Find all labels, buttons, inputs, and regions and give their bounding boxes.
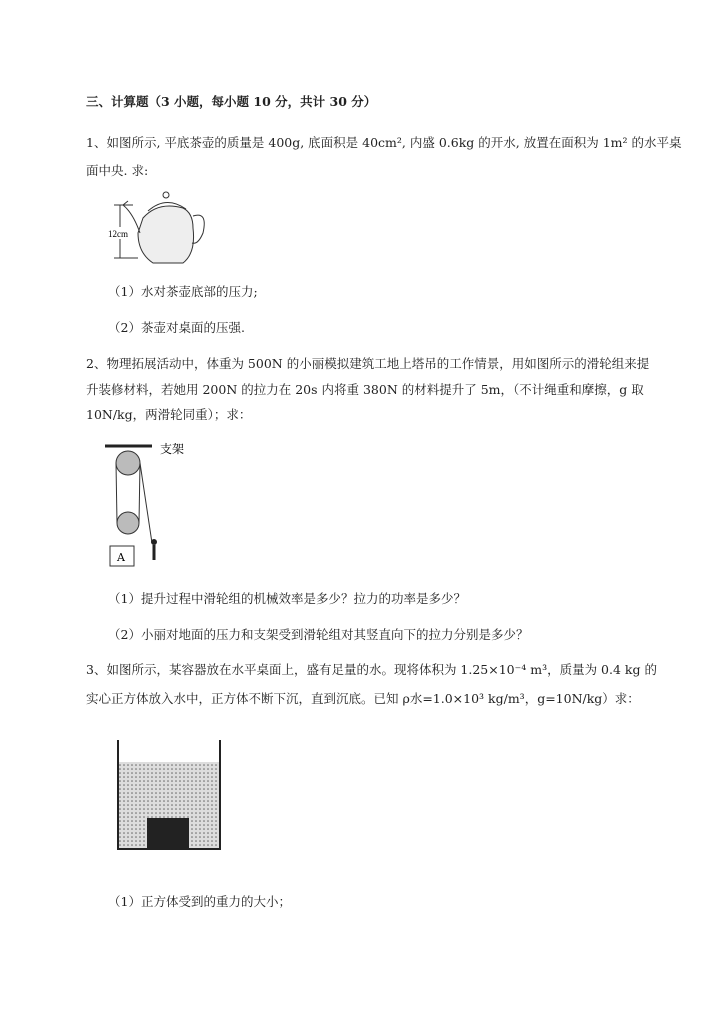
q3-text-line1: 3、如图所示，某容器放在水平桌面上，盛有足量的水。现将体积为 1.25×10⁻⁴ m³，质量为 0.4 kg 的	[86, 662, 657, 677]
support-label: 支架	[160, 442, 185, 456]
q2-text-line2: 升装修材料，若她用 200N 的拉力在 20s 内将重 380N 的材料提升了 5m，（不计绳重和摩擦，g 取	[86, 382, 644, 397]
teapot-height-label: 12cm	[108, 229, 128, 239]
q2-text-line1: 2、物理拓展活动中，体重为 500N 的小丽模拟建筑工地上塔吊的工作情景，用如图所示的滑轮组来提	[86, 356, 650, 371]
q1-sub1: （1）水对茶壶底部的压力;	[108, 284, 258, 299]
teapot-figure	[108, 183, 208, 268]
section-heading: 三、计算题（3 小题，每小题 10 分，共计 30 分）	[86, 94, 377, 109]
q2-text-line3: 10N/kg，两滑轮同重）；求：	[86, 407, 252, 422]
pulley-figure	[100, 438, 200, 570]
block-a-label: A	[117, 551, 125, 564]
q3-text-line2: 实心正方体放入水中，正方体不断下沉，直到沉底。已知 ρ水=1.0×10³ kg/m³，g=10N/kg）求：	[86, 691, 640, 706]
q1-text-line2: 面中央. 求:	[86, 163, 149, 178]
q2-sub1: （1）提升过程中滑轮组的机械效率是多少？拉力的功率是多少？	[108, 591, 466, 606]
container-figure	[115, 740, 225, 852]
q3-sub1: （1）正方体受到的重力的大小；	[108, 894, 291, 909]
q1-sub2: （2）茶壶对桌面的压强.	[108, 320, 245, 335]
q1-text-line1: 1、如图所示, 平底茶壶的质量是 400g, 底面积是 40cm², 内盛 0.6kg 的开水, 放置在面积为 1m² 的水平桌	[86, 135, 682, 150]
q2-sub2: （2）小丽对地面的压力和支架受到滑轮组对其竖直向下的拉力分别是多少？	[108, 627, 529, 642]
